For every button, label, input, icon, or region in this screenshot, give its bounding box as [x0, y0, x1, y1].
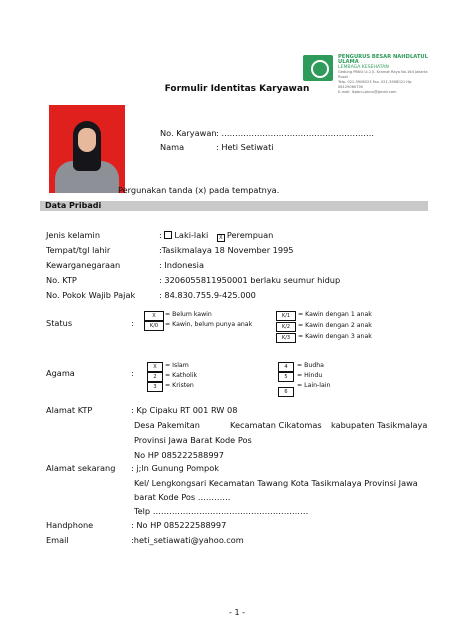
- alamat-sekarang-line1: : j;ln Gunung Pompok: [131, 463, 219, 473]
- alamat-ktp-kabupaten: kabupaten Tasikmalaya: [331, 420, 428, 430]
- status-k2-text: = Kawin dengan 2 anak: [298, 322, 372, 329]
- section-header: [40, 201, 428, 211]
- org-email: E-mail: lkpbnu.pbnu@gmail.com: [338, 90, 397, 94]
- nama-label: Nama: [160, 142, 185, 152]
- section-title: Data Pribadi: [45, 201, 102, 210]
- agama-lain-text: = Lain-lain: [297, 382, 331, 389]
- page-number: - 1 -: [229, 608, 245, 617]
- org-unit: LEMBAGA KESEHATAN: [338, 65, 389, 70]
- alamat-sekarang-line3: barat Kode Pos …………: [134, 492, 231, 502]
- agama-islam-text: = Islam: [165, 362, 189, 369]
- agama-kristen-text: = Kristen: [165, 382, 194, 389]
- jenis-kelamin-label: Jenis kelamin: [46, 230, 101, 240]
- status-label: Status: [46, 318, 73, 328]
- alamat-ktp-label: Alamat KTP: [46, 405, 93, 415]
- status-belum-kawin-box[interactable]: X: [144, 311, 164, 321]
- agama-lain-box[interactable]: 6: [278, 387, 294, 397]
- form-title: Formulir Identitas Karyawan: [164, 84, 310, 94]
- ttl-value: :Tasikmalaya 18 November 1995: [159, 245, 294, 255]
- laki-label: Laki-laki: [174, 230, 209, 240]
- status-k1-text: = Kawin dengan 1 anak: [298, 311, 372, 318]
- instruction-text: Pergunakan tanda (x) pada tempatnya.: [118, 185, 280, 195]
- laki-checkbox[interactable]: [164, 231, 172, 239]
- jenis-kelamin-value: : Laki-laki X Perempuan: [159, 230, 274, 241]
- agama-katholik-text: = Katholik: [165, 372, 198, 379]
- handphone-value: : No HP 085222588997: [131, 520, 227, 530]
- agama-kristen-box[interactable]: 3: [147, 382, 163, 392]
- profile-photo: [49, 105, 125, 193]
- status-k0-text: = Kawin, belum punya anak: [165, 321, 253, 328]
- email-label: Email: [46, 535, 69, 545]
- status-k1-box[interactable]: K/1: [276, 311, 296, 321]
- agama-hindu-text: = Hindu: [297, 372, 323, 379]
- alamat-sekarang-line2: Kel/ Lengkongsari Kecamatan Tawang Kota Tasikmalaya Provinsi Jawa: [134, 478, 418, 488]
- status-belum-kawin-text: = Belum kawin: [165, 311, 212, 318]
- status-k0-box[interactable]: K/0: [144, 321, 164, 331]
- agama-colon: :: [131, 368, 134, 378]
- agama-katholik-box[interactable]: 2: [147, 372, 163, 382]
- ttl-label: Tempat/tgl lahir: [46, 245, 111, 255]
- kewarganegaraan-value: : Indonesia: [159, 260, 204, 270]
- agama-budha-text: = Budha: [297, 362, 324, 369]
- alamat-sekarang-telp: Telp …………………………………………………: [134, 506, 309, 516]
- alamat-ktp-desa: Desa Pakemitan: [134, 420, 200, 430]
- alamat-ktp-kecamatan: Kecamatan Cikatomas: [230, 420, 322, 430]
- nama-value: : Heti Setiwati: [216, 142, 274, 152]
- npwp-label: No. Pokok Wajib Pajak: [46, 290, 136, 300]
- email-value: :heti_setiawati@yahoo.com: [131, 535, 244, 545]
- npwp-value: : 84.830.755.9-425.000: [159, 290, 256, 300]
- agama-islam-box[interactable]: X: [147, 362, 163, 372]
- alamat-ktp-line1: : Kp Cipaku RT 001 RW 08: [131, 405, 238, 415]
- org-name: PENGURUS BESAR NAHDLATUL ULAMA: [338, 54, 428, 65]
- status-k3-box[interactable]: K/3: [276, 333, 296, 343]
- alamat-ktp-provinsi: Provinsi Jawa Barat Kode Pos: [134, 435, 252, 445]
- status-k2-box[interactable]: K/2: [276, 322, 296, 332]
- organization-logo: [303, 55, 333, 81]
- no-karyawan-label: No. Karyawan: [160, 128, 217, 138]
- agama-budha-box[interactable]: 4: [278, 362, 294, 372]
- perempuan-label: Perempuan: [226, 230, 274, 240]
- perempuan-checkbox[interactable]: X: [217, 234, 225, 242]
- status-k3-text: = Kawin dengan 3 anak: [298, 333, 372, 340]
- agama-hindu-box[interactable]: 5: [278, 372, 294, 382]
- handphone-label: Handphone: [46, 520, 94, 530]
- no-karyawan-value: : ………………………………………………..: [216, 128, 374, 138]
- org-phone: Telp. 021-3908023 Fax. 021-3908021 Hp. 08129060700: [338, 80, 413, 89]
- ktp-label: No. KTP: [46, 275, 77, 285]
- alamat-sekarang-label: Alamat sekarang: [46, 463, 116, 473]
- alamat-ktp-hp: No HP 085222588997: [134, 450, 224, 460]
- kewarganegaraan-label: Kewarganegaraan: [46, 260, 121, 270]
- agama-label: Agama: [46, 368, 75, 378]
- org-address: Gedung PBNU Lt.1 Jl. Kramat Raya No.164 Jakarta Pusat: [338, 70, 428, 79]
- status-colon: :: [131, 318, 134, 328]
- ktp-value: : 3206055811950001 berlaku seumur hidup: [159, 275, 341, 285]
